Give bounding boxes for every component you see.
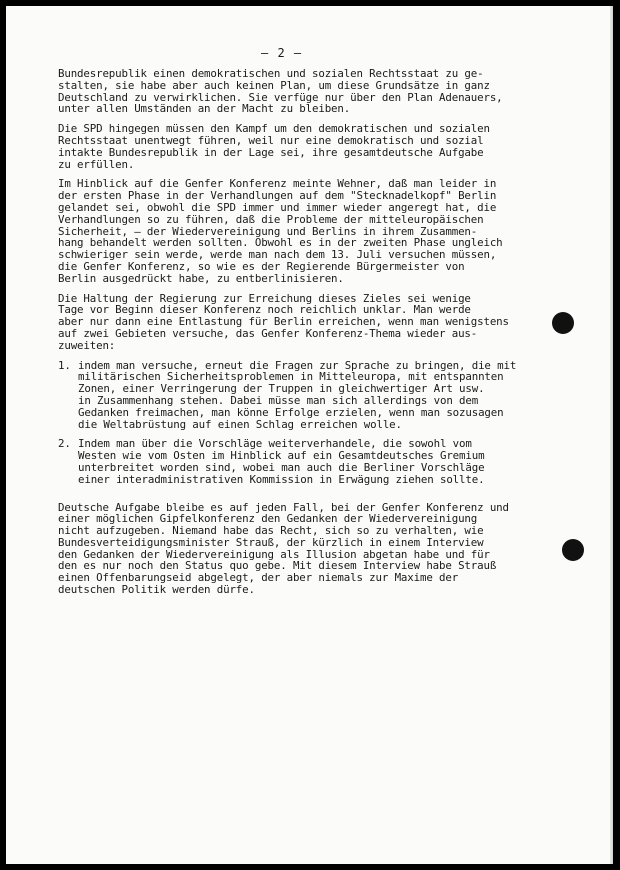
text-line: Die Haltung der Regierung zur Erreichung dieses Zieles sei wenige: [58, 291, 471, 305]
text-line: den Gedanken der Wiedervereinigung als Illusion abgetan habe und für: [58, 547, 490, 561]
text-line: die Genfer Konferenz, so wie es der Regierende Bürgermeister von: [58, 259, 465, 273]
text-line: gelandet sei, obwohl die SPD immer und immer wieder angeregt hat, die: [58, 200, 497, 214]
paragraph: [58, 68, 578, 115]
text-line: den es nur noch den Status quo gebe. Mit diesem Interview habe Strauß: [58, 559, 497, 573]
text-line: der ersten Phase in der Verhandlungen auf dem "Stecknadelkopf" Berlin: [58, 189, 497, 203]
text-line: Deutschland zu verwirklichen. Sie verfüge nur über den Plan Adenauers,: [58, 90, 503, 104]
text-line: intakte Bundesrepublik in der Lage sei, ihre gesamtdeutsche Aufgabe: [58, 145, 484, 159]
text-line: die Weltabrüstung auf einen Schlag erreichen wolle.: [78, 417, 402, 431]
text-line: Sicherheit, – der Wiedervereinigung und Berlins in ihrem Zusammen-: [58, 224, 478, 238]
text-line: einer interadministrativen Kommission in Erwägung ziehen sollte.: [78, 472, 485, 486]
text-line: Tage vor Beginn dieser Konferenz noch reichlich unklar. Man werde: [58, 303, 471, 317]
text-line: hang behandelt werden sollten. Obwohl es in der zweiten Phase ungleich: [58, 236, 503, 250]
text-line: Berlin ausgedrückt habe, zu entberlinisieren.: [58, 271, 344, 285]
text-line: auf zwei Gebieten versuche, das Genfer Konferenz-Thema wieder aus-: [58, 326, 478, 340]
text-line: Zonen, einer Verringerung der Truppen in gleichwertiger Art usw.: [78, 382, 485, 396]
text-line: Bundesrepublik einen demokratischen und sozialen Rechtsstaat zu ge-: [58, 67, 484, 80]
text-line: Im Hinblick auf die Genfer Konferenz meinte Wehner, daß man leider in: [58, 177, 497, 191]
text-line: Bundesverteidigungsminister Strauß, der kürzlich in einem Interview: [58, 535, 484, 549]
text-line: Die SPD hingegen müssen den Kampf um den demokratischen und sozialen: [58, 122, 490, 136]
text-line: schwieriger sein werde, werde man nach dem 13. Juli versuchen müssen,: [58, 248, 497, 262]
text-line: Gedanken freimachen, man könne Erfolge erzielen, wenn man sozusagen: [78, 405, 504, 419]
text-line: militärischen Sicherheitsproblemen in Mitteleuropa, mit entspannten: [78, 370, 504, 384]
paragraph: [58, 293, 578, 352]
text-line: Deutsche Aufgabe bleibe es auf jeden Fall, bei der Genfer Konferenz und: [58, 500, 509, 514]
text-line: Westen wie vom Osten im Hinblick auf ein Gesamtdeutsches Gremium: [78, 449, 485, 463]
punch-hole: [552, 312, 574, 334]
closing-paragraph: [58, 502, 578, 596]
text-line: aber nur dann eine Entlastung für Berlin erreichen, wenn man wenigstens: [58, 315, 509, 329]
document-page: [6, 6, 613, 864]
page-number: – 2 –: [261, 46, 303, 60]
list-item-number: 1.: [58, 358, 71, 372]
text-line: zuweiten:: [58, 338, 116, 352]
text-line: indem man versuche, erneut die Fragen zur Sprache zu bringen, die mit: [78, 358, 517, 372]
text-line: einer möglichen Gipfelkonferenz den Gedanken der Wiedervereinigung: [58, 512, 478, 526]
text-line: nicht aufzugeben. Niemand habe das Recht, sich so zu verhalten, wie: [58, 524, 484, 538]
list-item: [58, 438, 578, 485]
document-body: [58, 68, 578, 604]
text-line: stalten, sie habe aber auch keinen Plan, um diese Grundsätze in ganz: [58, 78, 490, 92]
text-line: unterbreitet worden sind, wobei man auch die Berliner Vorschläge: [78, 460, 485, 474]
text-line: zu erfüllen.: [58, 157, 135, 171]
text-line: einen Offenbarungseid abgelegt, der aber niemals zur Maxime der: [58, 571, 459, 585]
text-line: in Zusammenhang stehen. Dabei müsse man sich allerdings von dem: [78, 393, 479, 407]
text-line: Rechtsstaat unentwegt führen, weil nur eine demokratisch und sozial: [58, 133, 484, 147]
text-line: Indem man über die Vorschläge weiterverhandele, die sowohl vom: [78, 437, 472, 451]
paragraph: [58, 178, 578, 284]
list-item-number: 2.: [58, 437, 71, 451]
punch-hole: [562, 539, 584, 561]
text-line: unter allen Umständen an der Macht zu bleiben.: [58, 102, 351, 116]
text-line: Verhandlungen so zu führen, daß die Probleme der mitteleuropäischen: [58, 212, 484, 226]
paragraph: [58, 123, 578, 170]
page-edge-shadow: [610, 6, 613, 864]
text-line: deutschen Politik werden dürfe.: [58, 583, 255, 597]
list-item: [58, 360, 578, 431]
